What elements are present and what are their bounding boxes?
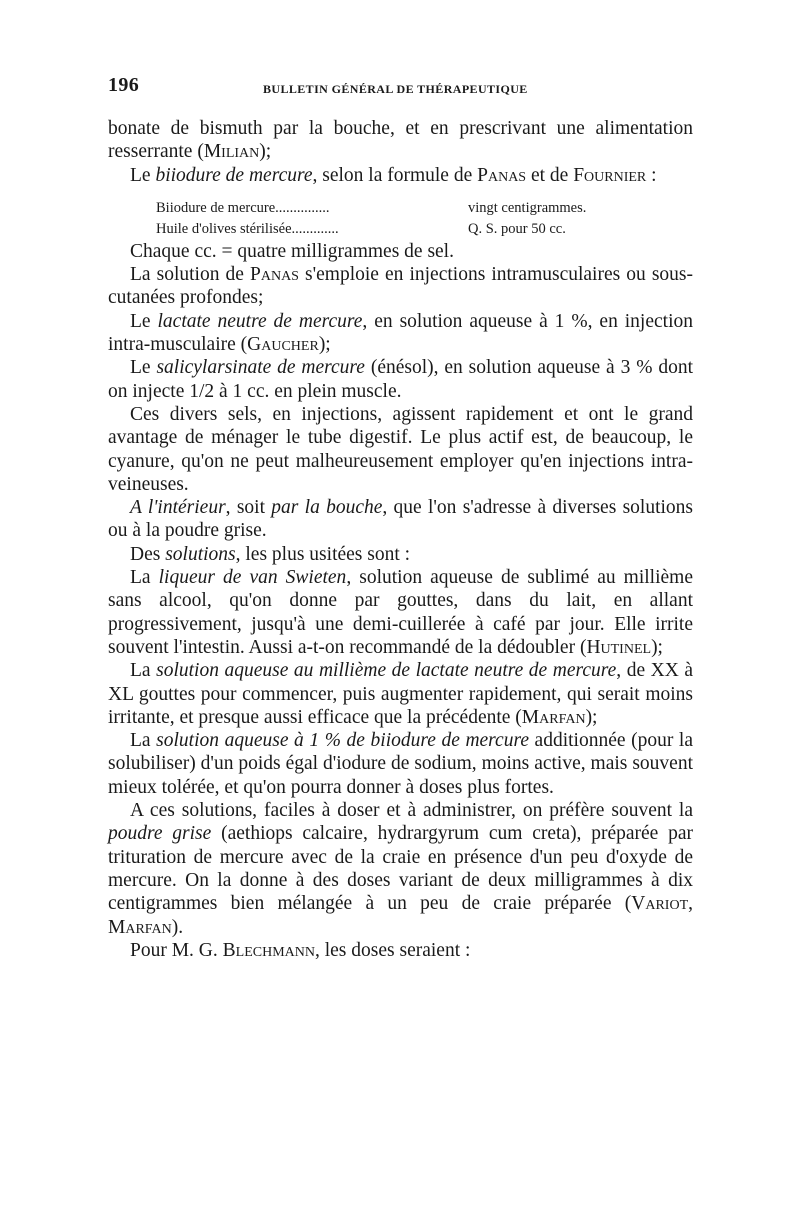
- paragraph-interieur: A l'intérieur, soit par la bouche, que l'on s'adresse à diverses solutions ou à la poudre grise.: [108, 497, 693, 542]
- paragraph-biiodure: Le biiodure de mercure, selon la formule de Panas et de Fournier :: [130, 164, 657, 186]
- paragraph-chaque: Chaque cc. = quatre milligrammes de sel.: [130, 240, 454, 262]
- running-title: BULLETIN GÉNÉRAL DE THÉRAPEUTIQUE: [263, 82, 528, 96]
- paragraph-continuation: bonate de bismuth par la bouche, et en prescrivant une alimentation resserrante (Milian);: [108, 118, 693, 163]
- formula-quantity: Q. S. pour 50 cc.: [468, 220, 566, 237]
- page-body: [108, 117, 693, 962]
- formula-row: [156, 219, 693, 240]
- running-header: [108, 74, 692, 102]
- formula-ingredient: Biiodure de mercure...............: [156, 199, 330, 216]
- paragraph-poudre-grise: A ces solutions, faciles à doser et à administrer, on préfère souvent la poudre grise (aethiops calcaire, hydrargyrum cum creta), préparée par trituration de mercure avec de la craie en présence d'un peu d'oxyde de mercure. On la donne à des doses variant de deux milligrammes à dix centigrammes bien mélangée à un peu de craie préparée (Variot, Marfan).: [108, 800, 693, 938]
- paragraph-solutions: Des solutions, les plus usitées sont :: [130, 543, 411, 565]
- paragraph-van-swieten: La liqueur de van Swieten, solution aqueuse de sublimé au millième sans alcool, qu'on donne par gouttes, dans du lait, en allant progressivement, jusqu'à une demi-cuillerée à café par jour. Elle irrite souvent l'intestin. Aussi a-t-on recommandé de la dédoubler (Hutinel);: [108, 567, 693, 658]
- paragraph-biiodure-solution: La solution aqueuse à 1 % de biiodure de mercure additionnée (pour la solubiliser) d'un poids égal d'iodure de sodium, moins active, mais souvent mieux tolérée, et qu'on pourra donner à doses plus fortes.: [108, 730, 693, 798]
- formula-quantity: vingt centigrammes.: [468, 199, 587, 216]
- formula-table: [156, 198, 693, 240]
- paragraph-salicylarsinate: Le salicylarsinate de mercure (énésol), en solution aqueuse à 3 % dont on injecte 1/2 à 1 cc. en plein muscle.: [108, 357, 693, 402]
- paragraph-blechmann: Pour M. G. Blechmann, les doses seraient :: [130, 939, 471, 961]
- paragraph-lactate: Le lactate neutre de mercure, en solution aqueuse à 1 %, en injection intra-musculaire (Gaucher);: [108, 310, 693, 356]
- formula-row: [156, 198, 693, 219]
- formula-ingredient: Huile d'olives stérilisée.............: [156, 220, 339, 237]
- page-number: 196: [108, 74, 140, 96]
- paragraph-lactate-neutre: La solution aqueuse au millième de lactate neutre de mercure, de XX à XL gouttes pour commencer, puis augmenter rapidement, qui serait moins irritante, et presque aussi efficace que la précédente (Marfan);: [108, 660, 693, 728]
- paragraph-divers-sels: Ces divers sels, en injections, agissent rapidement et ont le grand avantage de ménager le tube digestif. Le plus actif est, de beaucoup, le cyanure, qu'on ne peut malheureusement employer qu'en injections intra-veineuses.: [108, 403, 693, 495]
- paragraph-panas: La solution de Panas s'emploie en injections intramusculaires ou sous-cutanées profondes;: [108, 264, 693, 309]
